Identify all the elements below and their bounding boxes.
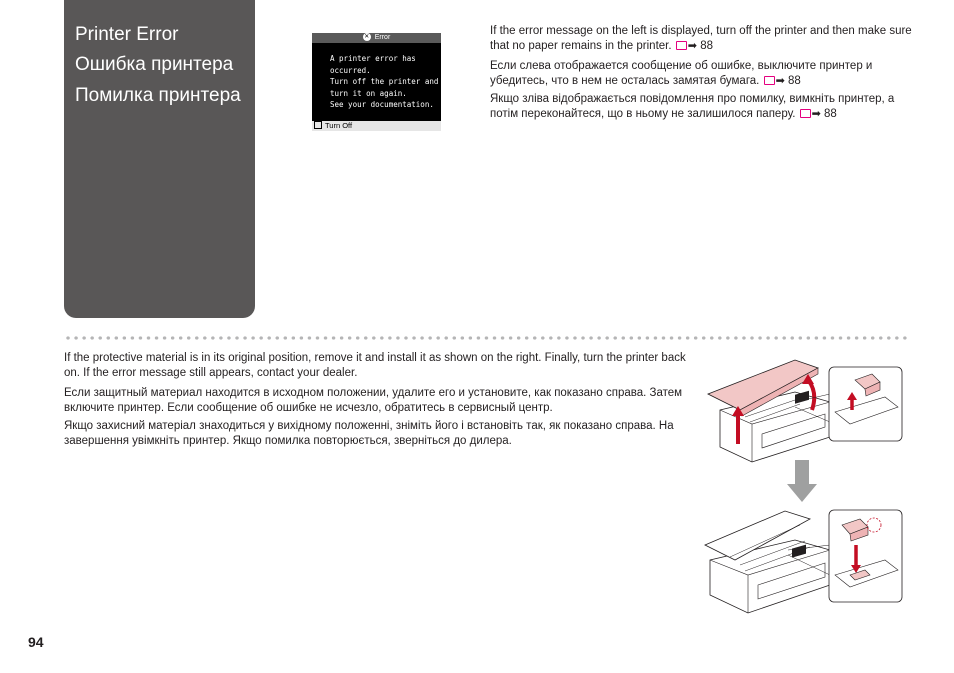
manual-reference-icon: [764, 76, 775, 85]
manual-reference-icon: [676, 41, 687, 50]
title-panel: [64, 0, 255, 318]
lcd-message-line: turn it on again.: [330, 88, 407, 98]
page-reference[interactable]: 88: [700, 40, 713, 52]
page-number: 94: [28, 634, 44, 650]
protective-material-ukrainian: Якщо захисний матеріал знаходиться у вихідному положенні, зніміть його і встановіть так, як показано справа. На завершення увімкніть принтер. Якщо помилка повторюється, зверніться до дилера.: [64, 420, 674, 447]
instruction-english: If the error message on the left is displayed, turn off the printer and then make sure that no paper remains in the printer. ➡ 88: [490, 25, 912, 52]
manual-reference-icon: [800, 109, 811, 118]
instruction-russian: Если слева отображается сообщение об ошибке, выключите принтер и убедитесь, что в нем не осталась замятая бумага. ➡ 88: [490, 60, 873, 87]
right-arrow-icon: ➡: [811, 108, 821, 120]
right-arrow-icon: ➡: [687, 40, 697, 52]
lcd-footer: [312, 121, 441, 131]
dotted-divider: [64, 336, 910, 340]
page-reference[interactable]: 88: [788, 75, 801, 87]
lcd-message-line: See your documentation.: [330, 100, 434, 109]
protective-material-russian: Если защитный материал находится в исходном положении, удалите его и установите, как показано справа. Затем включите принтер. Если сообщение об ошибке не исчезло, обратитесь в сервисный центр.: [64, 387, 683, 414]
instruction-ukrainian: Якщо зліва відображається повідомлення про помилку, вимкніть принтер, а потім переконайтеся, що в ньому не залишилося паперу. ➡ 88: [490, 93, 895, 120]
down-arrow-icon: [787, 460, 817, 504]
lcd-error-screen: [312, 33, 441, 131]
right-arrow-icon: ➡: [775, 75, 785, 87]
install-protective-material-illustration: [700, 505, 910, 620]
lcd-footer-label: Turn Off: [325, 121, 353, 130]
lcd-header-label: Error: [374, 34, 391, 41]
lcd-message-line: Turn off the printer and: [330, 77, 439, 86]
lcd-message: [330, 53, 438, 111]
title-ukrainian: Помилка принтера: [75, 85, 241, 106]
error-icon: ✕: [364, 34, 370, 41]
lcd-message-line: occurred.: [330, 65, 371, 75]
lcd-message-line: A printer error has: [330, 54, 416, 63]
title-russian: Ошибка принтера: [75, 54, 234, 75]
remove-protective-material-illustration: [700, 352, 910, 467]
page-reference[interactable]: 88: [824, 108, 837, 120]
lcd-header: [312, 33, 441, 43]
protective-material-english: If the protective material is in its original position, remove it and install it as shown on the right. Finally, turn the printer back on. If the error message still appears, contact your dealer.: [64, 352, 686, 379]
stop-button-icon: [314, 121, 322, 129]
title-english: Printer Error: [75, 24, 179, 45]
